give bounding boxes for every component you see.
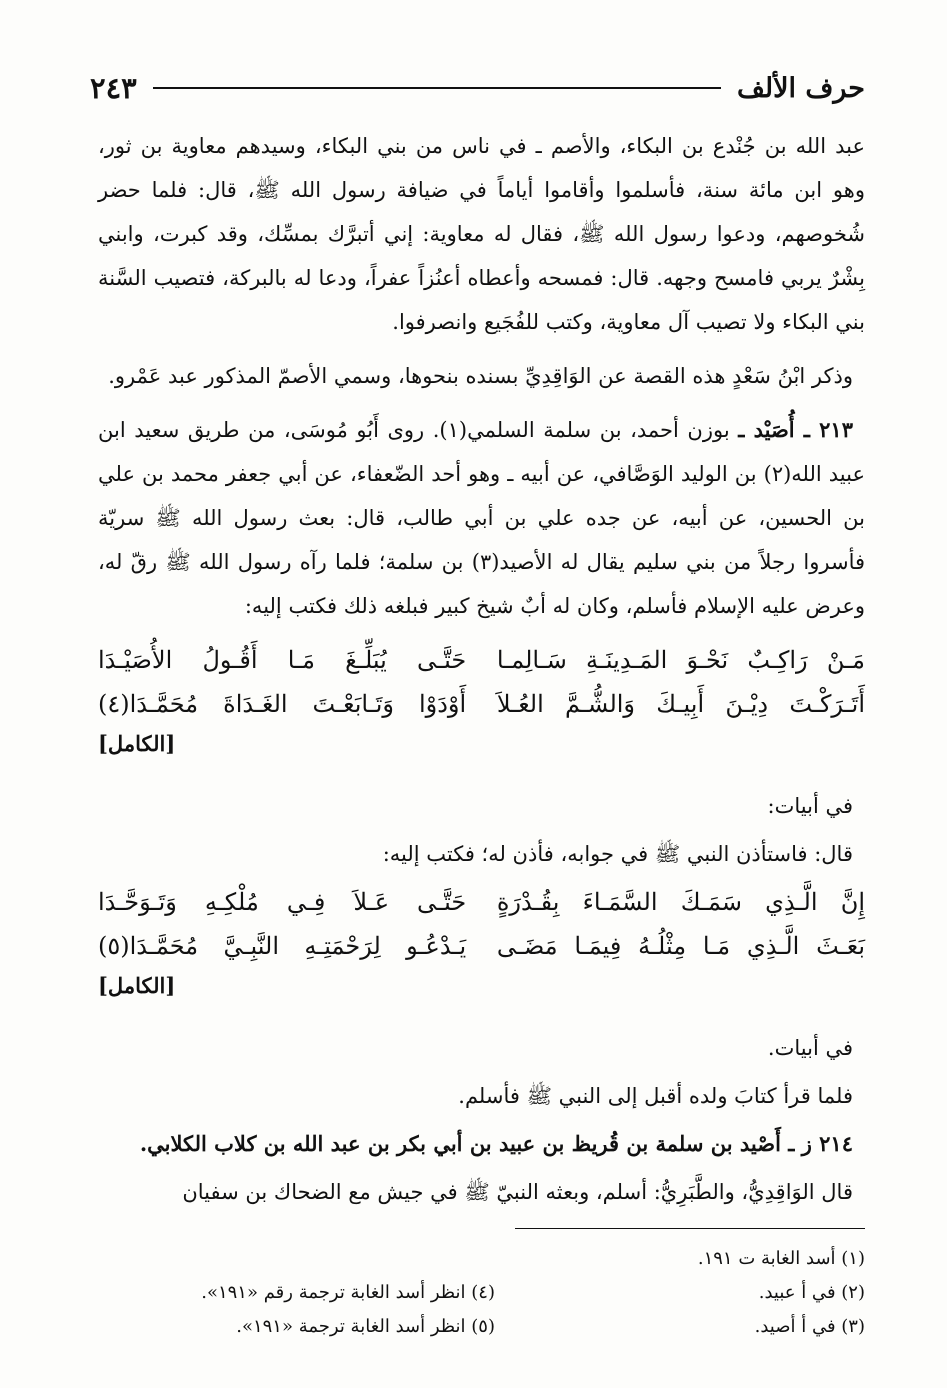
meter-label: [الكامل] <box>98 731 176 756</box>
footnote-rule <box>515 1228 865 1229</box>
footnotes <box>98 1242 865 1344</box>
page-header <box>90 66 865 110</box>
paragraph: قال: فاستأذن النبي ﷺ في جوابه، فأذن له؛ فكتب إليه: <box>382 842 853 866</box>
poem <box>98 638 865 762</box>
poem <box>98 880 865 1004</box>
footnote-5: (٥) انظر أسد الغابة ترجمة «١٩١». <box>236 1316 495 1337</box>
paragraph: في أبيات. <box>767 1036 853 1060</box>
paragraph: فلما قرأ كتابَ ولده أقبل إلى النبي ﷺ فأسلم. <box>458 1084 853 1108</box>
paragraph: قال الوَاقِدِيُّ، والطَّبَرِيُّ: أسلم، وبعثه النبيّ ﷺ في جيش مع الضحاك بن سفيان <box>182 1180 853 1204</box>
header-rule <box>153 87 721 89</box>
hemistich-second: حَتَّـى عَـلاَ فِـي مُلْكِـهِ وَتَـوَحَّـدَا <box>98 888 467 916</box>
paragraph: في أبيات: <box>767 794 853 818</box>
entry-213 <box>98 408 865 628</box>
verse-line <box>98 638 865 682</box>
page-body <box>98 124 865 1218</box>
footnote-row <box>98 1310 865 1344</box>
hemistich-first: بَعَـثَ الَّـذِي مَـا مِثْلُـهُ فِيمَـا مَضَـى <box>496 932 865 960</box>
hemistich-second: حَتَّـى يُبَلِّـغَ مَـا أَقُـولُ الأُصَيْـدَا <box>98 646 467 674</box>
footnote-1: (١) أسد الغابة ت ١٩١. <box>697 1248 865 1269</box>
hemistich-first: أَتَـرَكْـتَ دِيْـنَ أَبِيـكَ وَالشُّـمَّ العُـلاَ <box>496 690 865 718</box>
running-title: حرف الألف <box>736 72 865 104</box>
meter-label: [الكامل] <box>98 973 176 998</box>
footnote-4: (٤) انظر أسد الغابة ترجمة رقم «١٩١». <box>201 1282 495 1303</box>
hemistich-first: إِنَّ الَّـذِي سَمَـكَ السَّمَـاءَ بِقُـدْرَةٍ <box>496 888 865 916</box>
entry-heading: ٢١٣ ـ أُصَيْد ـ <box>738 417 853 442</box>
verse-line <box>98 880 865 924</box>
paragraph: عبد الله بن جُنْدع بن البكاء، والأصم ـ في ناس من بني البكاء، وسيدهم معاوية بن ثور، وهو ابن مائة سنة، فأسلموا وأقاموا أياماً في ضيافة رسول الله ﷺ، قال: فلما حضر شُخوصهم، ودعوا رسول الله ﷺ، فقال له معاوية: إني أتبرَّك بمسِّك، وقد كبرت، وابني بِشْرٌ يربي فامسح وجهه. قال: فمسحه وأعطاه أعنُزاً عفراً، ودعا له بالبركة، فتصيب السَّنة بني البكاء ولا تصيب آل معاوية، وكتب للفُجَيع وانصرفوا. <box>98 134 865 334</box>
footnote-row <box>98 1242 865 1276</box>
entry-text: بوزن أحمد، بن سلمة السلمي(١). روى أَبُو مُوسَى، من طريق سعيد ابن عبيد الله(٢) بن الوليد الوَصَّافي، عن أبيه ـ وهو أحد الضّعفاء، عن أبي جعفر محمد بن علي بن الحسين، عن أبيه، عن جده علي بن أبي طالب، قال: بعث رسول الله ﷺ سريّة فأسروا رجلاً من بني سليم يقال له الأصيد(٣) بن سلمة؛ فلما رآه رسول الله ﷺ رقّ له، وعرض عليه الإسلام فأسلم، وكان له أبٌ شيخ كبير فبلغه ذلك فكتب إليه: <box>98 418 865 618</box>
hemistich-second: أَوْدَوْا وَتَـابَعْـتَ الغَـدَاةَ مُحَمَّـدَا(٤) <box>98 690 467 718</box>
entry-214: ٢١٤ ز ـ أَصْيد بن سلمة بن قُريظ بن عبيد بن أبي بكر بن عبد الله بن كلاب الكلابي. <box>139 1131 853 1156</box>
hemistich-second: يَـدْعُـو لِرَحْمَتِـهِ النَّبِـيَّ مُحَمَّـدَا(٥) <box>98 932 467 960</box>
footnote-2: (٢) في أ عبيد. <box>758 1282 865 1303</box>
hemistich-first: مَـنْ رَاكِـبٌ نَحْـوَ المَـدِينَـةِ سَـالِمـا <box>496 646 865 674</box>
page-number: ٢٤٣ <box>90 71 137 105</box>
footnote-3: (٣) في أ أصيد. <box>754 1316 865 1337</box>
paragraph: وذكر ابْنُ سَعْدٍ هذه القصة عن الوَاقِدِيِّ بسنده بنحوها، وسمي الأصمّ المذكور عبد عَمْرو. <box>108 364 853 388</box>
footnote-row <box>98 1276 865 1310</box>
verse-line <box>98 924 865 968</box>
verse-line <box>98 682 865 726</box>
